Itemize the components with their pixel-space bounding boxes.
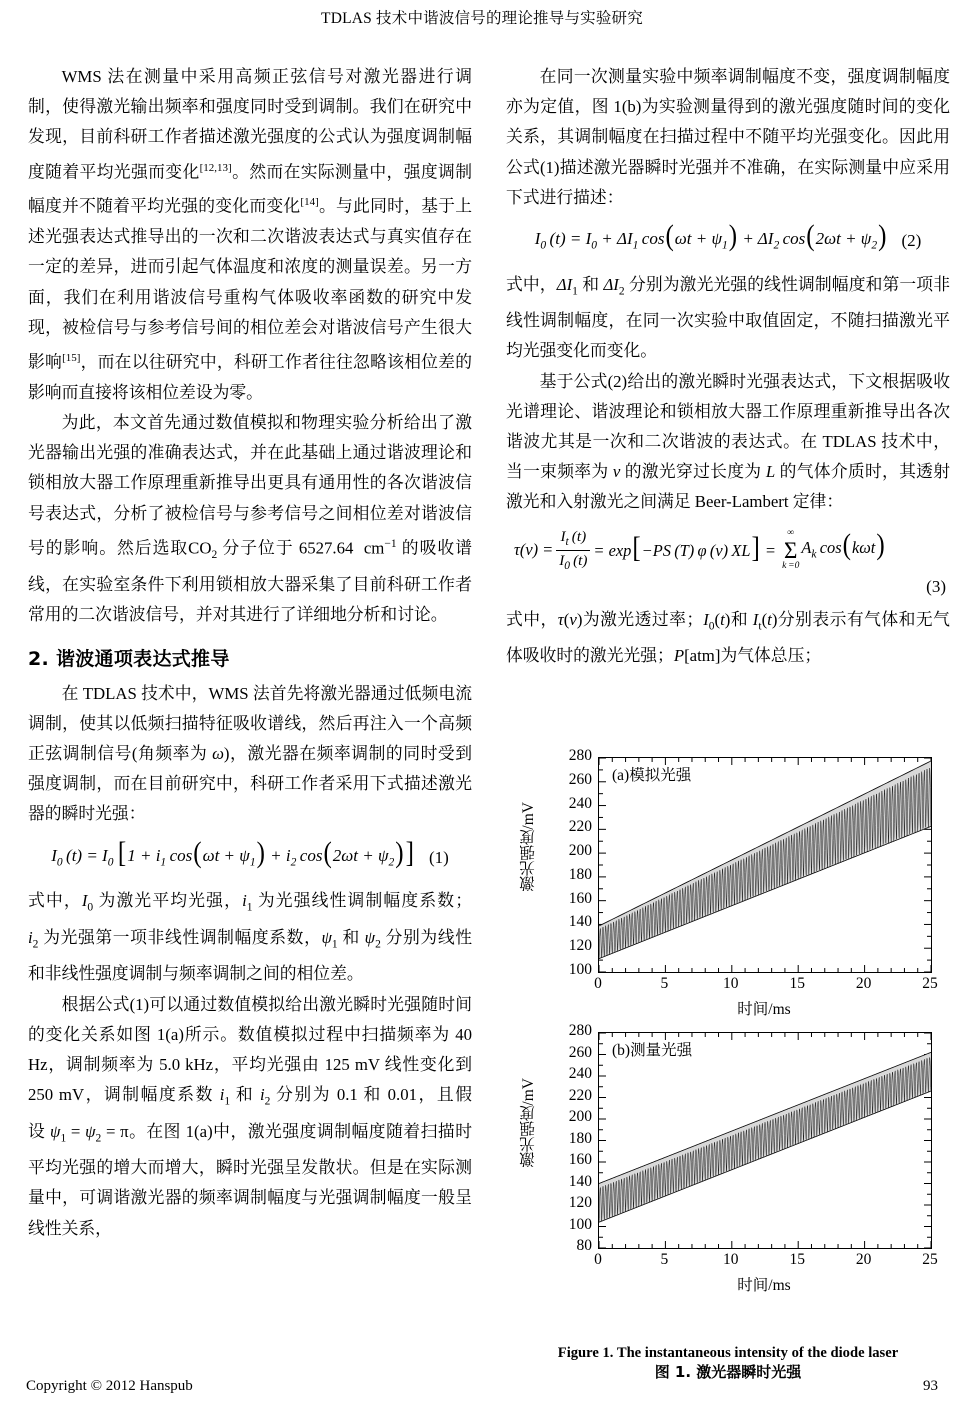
para5-part2: 和 [230, 1085, 260, 1105]
paragraph-1 [28, 62, 472, 408]
chart-a-panel-label: (a)模拟光强 [612, 767, 692, 784]
equation-3-number: (3) [926, 577, 946, 597]
right-paragraph-after-eq2: 式中，$\Delta I_1$ 和 $\Delta I_2$ 分别为激光光强的线性调制幅度和第一项非线性调制幅度，在同一次实验中取值固定，不随扫描激光平均光强变化而变化。 [506, 274, 950, 361]
chart-a-ytick-260: 260 [568, 770, 592, 788]
right-paragraph-1: 在同一次测量实验中频率调制幅度不变，强度调制幅度亦为定值，图 1(b)为实验测量得到的激光强度随时间的变化关系，其调制幅度在扫描过程中不随平均光强变化。因此用公式(1)描述激光器瞬时光强并不准确，在实际测量中应采用下式进行描述： [506, 67, 950, 207]
rpara2-part1: 式中， [506, 274, 557, 294]
chart-a-xtick-20: 20 [855, 975, 872, 992]
chart-a-ytick-220: 220 [568, 818, 592, 836]
equation-1-body: $I_0$ $(t) = I_0$ [$1 + i_1$ $\cos(\omega t + \psi_1) + i_2$ $\cos(2\omega t + \psi_2)$] [51, 837, 414, 869]
equation-1-number: (1) [428, 847, 449, 867]
cm-exponent: −1 [384, 537, 397, 550]
para3-part1: 在 TDLAS 技术中，WMS 法首先将激光器通过低频电流调制，使其以低频扫描特征吸收谱线，然后再注入一个高频正弦调制信号(角频率为 [28, 683, 472, 763]
running-head: TDLAS 技术中谐波信号的理论推导与实验研究 [321, 10, 643, 27]
chart-a-ytick-200: 200 [568, 842, 592, 860]
para4-part2: 为激光平均光强， [93, 891, 243, 911]
chart-b-ytick-240: 240 [568, 1065, 592, 1082]
para2-part2: 分子位于 6527.64 cm [217, 538, 385, 558]
chart-a-ytick-240: 240 [568, 794, 592, 812]
chart-b-plot-area [598, 1032, 932, 1249]
right-paragraph-3: 基于公式(2)给出的激光瞬时光强表达式，下文根据吸收光谱理论、谐波理论和锁相放大器工作原理重新推导出各次谐波尤其是一次和二次谐波的表达式。在 TDLAS 技术中，当一束频率为 ν 的激光穿过长度为 L 的气体介质时，其透射激光和入射激光之间满足 Beer-Lambert 定律： [506, 371, 950, 512]
paragraph-2 [28, 408, 472, 630]
equation-3-fraction: $\frac{I_t (t)}{I_0 (t)}$ [556, 528, 590, 573]
chart-b-ytick-100: 100 [568, 1215, 592, 1233]
para2-part3: 的吸收谱线，在实验室条件下利用锁相放大器采集了目前科研工作者常用的二次谐波信号，并对其进行了详细地分析和讨论。 [28, 538, 472, 625]
para2-part1: 为此，本文首先通过数值模拟和物理实验分析给出了激光器输出光强的准确表达式，并在此基础上通过谐波理论和锁相放大器工作原理重新推导出更具有通用性的各次谐波信号表达式，分析了被检信号与参考信号之间相位差对谐波信号的影响。然后选取CO [28, 413, 472, 558]
rpara3-part2: 的激光穿过长度为 [620, 462, 766, 482]
chart-b-xtick-15: 15 [789, 1251, 805, 1268]
citation-12-13: [12,13] [199, 161, 232, 174]
rpara4-part2: 为激光透过率； [582, 609, 704, 629]
rpara3-part3: 的气体介质时，其透射激光和入射激光之间满足 Beer-Lambert 定律： [506, 462, 950, 512]
figure-caption-en: Figure 1. The instantaneous intensity of the diode laser [557, 1345, 899, 1361]
para4-part5: 和 [337, 927, 365, 947]
chart-a-ytick-100: 100 [568, 961, 592, 978]
equation-2 [506, 222, 950, 261]
figure-caption-cn: 图 1. 激光器瞬时光强 [654, 1363, 802, 1381]
citation-15: [15] [62, 352, 81, 365]
summation-operator: ∞ Σ k =0 [782, 528, 800, 571]
omega-symbol: ω [212, 744, 224, 763]
paragraph-after-heading [28, 679, 472, 830]
chart-b-xlabel: 时间/ms [737, 1277, 791, 1294]
chart-a-ytick-280: 280 [568, 747, 592, 764]
figure-1 [506, 742, 950, 1294]
chart-a-ytick-120: 120 [568, 937, 592, 955]
equation-3-body: τ(ν) = $\frac{I_t (t)}{I_0 (t)}$ = exp[−PS (T) φ (ν) XL] = ∞ Σ k =0 $A_k$ cos(kωt) [514, 527, 885, 572]
citation-14: [14] [300, 196, 319, 209]
chart-b-ytick-120: 120 [568, 1194, 592, 1211]
paragraph-after-eq1: 式中，$I_0$ 为激光平均光强，$i_1$ 为光强线性调制幅度系数；$i_2$ 为光强第一项非线性调制幅度系数，$\psi_1$ 和 $\psi_2$ 分别为线性和非线性强度调制与频率调制之间的相位差。 [28, 891, 472, 984]
chart-a-ylabel: 激光强度/mV [520, 802, 537, 892]
rpara4-part3: 和 [730, 609, 753, 629]
para1-part2: 。然而在实际测量中，强度调制幅度并不随着平均光强的变化而变化 [28, 162, 472, 216]
equation-2-number: (2) [901, 231, 922, 251]
chart-b-ytick-160: 160 [568, 1151, 592, 1168]
equation-2-body: $I_0$ $(t) = I_0 + \Delta I_1$ $\cos(\omega t + \psi_1) + \Delta I_2$ $\cos(2\omega t + \psi_2)$ [534, 220, 887, 253]
chart-a-xtick-0: 0 [594, 975, 602, 992]
chart-b-xtick-20: 20 [855, 1251, 872, 1268]
chart-a-ytick-140: 140 [568, 913, 592, 931]
chart-a-ytick-180: 180 [568, 865, 592, 883]
chart-a-xtick-10: 10 [723, 975, 739, 992]
chart-b-panel-label: (b)测量光强 [612, 1042, 693, 1059]
rpara4-part1: 式中， [506, 609, 558, 629]
chart-b-ytick-80: 80 [576, 1237, 592, 1254]
chart-a-xtick-15: 15 [789, 975, 805, 992]
chart-a-plot-area [598, 757, 932, 973]
rpara4-part5: 为气体总压； [720, 646, 822, 666]
co2-subscript: 2 [211, 548, 218, 561]
para4-part3: 为光强线性调制幅度系数； [252, 891, 472, 911]
right-column [506, 62, 950, 671]
left-column [28, 62, 472, 1244]
chart-a-xlabel: 时间/ms [737, 1001, 791, 1018]
chart-b-ylabel: 激光强度/mV [520, 1077, 537, 1168]
equation-1 [28, 839, 472, 878]
para5-part5: = π。在图 1(a)中，激光强度调制幅度随着扫描时平均光强的增大而增大，瞬时光强呈发散状。但是在实际测量中，可调谐激光器的频率调制幅度与光强调制幅度一般呈线性关系， [28, 1121, 472, 1238]
chart-a-xtick-5: 5 [660, 975, 669, 992]
rpara4-part4: 分别表示有气体和无气体吸收时的激光光强； [506, 609, 950, 666]
chart-b-xtick-0: 0 [594, 1251, 602, 1268]
figure-caption [506, 1344, 950, 1382]
para4-part6: 分别为线性和非线性强度调制与频率调制之间的相位差。 [28, 927, 472, 984]
para1-part3: 。与此同时，基于上述光强表达式推导出的一次和二次谐波表达式与真实值存在一定的差异，进而引起气体温度和浓度的测量误差。另一方面，我们在利用谐波信号重构气体吸收率函数的研究中发现，被检信号与参考信号间的相位差会对谐波信号产生很大影响 [28, 197, 472, 372]
para4-part4: 为光强第一项非线性调制幅度系数， [38, 927, 322, 947]
section-heading-2: 2. 谐波通项表达式推导 [28, 648, 230, 671]
chart-b-xtick-5: 5 [660, 1251, 669, 1268]
chart-b-ytick-140: 140 [568, 1172, 592, 1190]
chart-panel-a [506, 742, 950, 1018]
para1-part1: WMS 法在测量中采用高频正弦信号对激光器进行调制，使得激光输出频率和强度同时受到调制。我们在研究中发现，目前科研工作者描述激光强度的公式认为强度调制幅度随着平均光强而变化 [28, 67, 472, 182]
chart-panel-b [506, 1022, 950, 1294]
chart-a-xtick-25: 25 [922, 975, 938, 992]
equation-3 [506, 528, 950, 603]
chart-a-ytick-160: 160 [568, 889, 592, 907]
chart-b-xtick-10: 10 [723, 1251, 739, 1268]
chart-b-ytick-220: 220 [568, 1086, 592, 1104]
chart-b-ytick-280: 280 [568, 1022, 592, 1039]
para3-part2: )，激光器在频率调制的同时受到强度调制，而在目前研究中，科研工作者采用下式描述激光器的瞬时光强： [28, 744, 472, 824]
chart-b-ytick-200: 200 [568, 1108, 592, 1125]
page-number: 93 [923, 1378, 938, 1394]
chart-b-xtick-25: 25 [922, 1251, 938, 1268]
para5-part1: 根据公式(1)可以通过数值模拟给出激光瞬时光强随时间的变化关系如图 1(a)所示。数值模拟过程中扫描频率为 40 Hz，调制频率为 5.0 kHz，平均光强由 125 mV 线性变化到 250 mV，调制幅度系数 [28, 994, 472, 1105]
para1-part4: ，而在以往研究中，科研工作者往往忽略该相位差的影响而直接将该相位差设为零。 [28, 352, 472, 402]
rpara2-part2: 和 [577, 274, 604, 294]
right-paragraph-after-eq3: 式中，τ(ν)为激光透过率；$I_0(t)$和 $I_t(t)$分别表示有气体和无气体吸收时的激光光强；P[atm]为气体总压； [506, 609, 950, 666]
chart-b-ytick-260: 260 [568, 1043, 592, 1061]
para4-part1: 式中， [28, 891, 82, 911]
paragraph-last-left: 根据公式(1)可以通过数值模拟给出激光瞬时光强随时间的变化关系如图 1(a)所示。数值模拟过程中扫描频率为 40 Hz，调制频率为 5.0 kHz，平均光强由 125 mV 线性变化到 250 mV，调制幅度系数 $i_1$ 和 $i_2$ 分别为 0.1 和 0.01，且假设 $\psi_1 = \psi_2 = \pi$。在图 1(a)中，激光强度调制幅度随着扫描时平均光强的增大而增大，瞬时光强呈发散状。但是在实际测量中，可调谐激光器的频率调制幅度与光强调制幅度一般呈线性关系， [28, 994, 472, 1238]
rpara3-part1: 基于公式(2)给出的激光瞬时光强表达式，下文根据吸收光谱理论、谐波理论和锁相放大器工作原理重新推导出各次谐波尤其是一次和二次谐波的表达式。在 TDLAS 技术中，当一束频率为 [506, 371, 950, 482]
chart-b-ytick-180: 180 [568, 1129, 592, 1147]
para5-part3: 分别为 0.1 和 0.01，且假设 [28, 1085, 472, 1141]
copyright-text: Copyright © 2012 Hanspub [26, 1378, 193, 1394]
para5-part4: = [66, 1121, 86, 1141]
rpara2-part3: 分别为激光光强的线性调制幅度和第一项非线性调制幅度，在同一次实验中取值固定，不随扫描激光平均光强变化而变化。 [506, 274, 950, 361]
